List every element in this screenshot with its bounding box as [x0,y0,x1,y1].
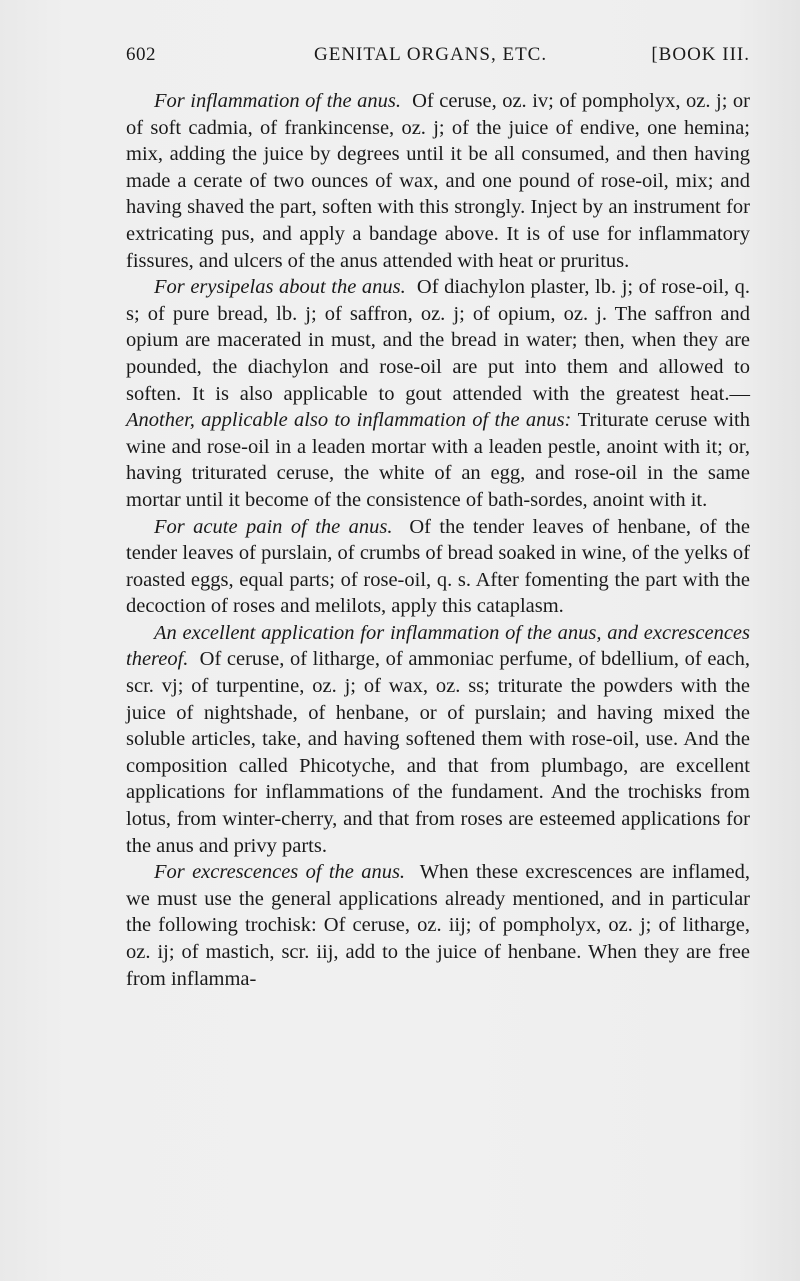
paragraph-excellent-application [126,620,750,859]
page-number: 602 [126,44,156,65]
body-text [126,88,750,992]
paragraph-heading: For acute pain of the anus. [154,515,393,538]
paragraph-body: When these excrescences are inflamed, we must use the general applications already mentioned, and in particular the following trochisk: Of ceruse, oz. iij; of pompholyx, oz. j; of litharge, oz. ij; of mastich, scr. iij, add to the juice of henbane. When they are free from inflamma- [126,861,750,990]
paragraph-subheading: Another, applicable also to inflammation of the anus: [126,409,572,432]
book-label: [BOOK III. [651,44,750,65]
paragraph-acute-pain [126,514,750,620]
paragraph-erysipelas [126,274,750,513]
paragraph-heading: For excrescences of the anus. [154,861,406,884]
paragraph-excrescences [126,859,750,992]
paragraph-heading: An excellent application for inflammation of the anus, and excrescences thereof. [126,621,750,671]
paragraph-heading: For inflammation of the anus. [154,90,402,112]
running-head [126,44,750,70]
paragraph-inflammation [126,88,750,274]
paragraph-heading: For erysipelas about the anus. [154,276,406,299]
paragraph-body: Of the tender leaves of henbane, of the tender leaves of purslain, of crumbs of bread soaked in wine, of the yelks of roasted eggs, equal parts; of rose-oil, q. s. After fomenting the part with the decoction of roses and melilots, apply this cataplasm. [126,515,751,618]
paragraph-body-continued: Triturate ceruse with wine and rose-oil in a leaden mortar with a leaden pestle, anoint with it; or, having triturated ceruse, the white of an egg, and rose-oil in the same mortar until it become of the consistence of bath-sordes, anoint with it. [126,409,750,511]
running-title: GENITAL ORGANS, ETC. [314,44,548,65]
paragraph-body: Of ceruse, of litharge, of ammoniac perfume, of bdellium, of each, scr. vj; of turpentine, oz. j; of wax, oz. ss; triturate the powders with the juice of nightshade, of henbane, or of purslain; and having mixed the soluble articles, take, and having softened them with rose-oil, use. And the composition called Phicotyche, and that from plumbago, are excellent applications for inflammations of the fundament. And the trochisks from lotus, from winter-cherry, and that from roses are esteemed applications for the anus and privy parts. [126,648,750,857]
paragraph-body: Of diachylon plaster, lb. j; of rose-oil, q. s; of pure bread, lb. j; of saffron, oz. j; of opium, oz. j. The saffron and opium are macerated in must, and the bread in water; then, when they are pounded, the diachylon and rose-oil are put into them and allowed to soften. It is also applicable to gout attended with the greatest heat.— [126,276,751,405]
paragraph-body: Of ceruse, oz. iv; of pompholyx, oz. j; or of soft cadmia, of frankincense, oz. j; of the juice of endive, one hemina; mix, adding the juice by degrees until it be all consumed, and then having made a cerate of two ounces of wax, and one pound of rose-oil, mix; and having shaved the part, soften with this strongly. Inject by an instrument for extricating pus, and apply a bandage above. It is of use for inflammatory fissures, and ulcers of the anus attended with heat or pruritus. [126,90,750,272]
